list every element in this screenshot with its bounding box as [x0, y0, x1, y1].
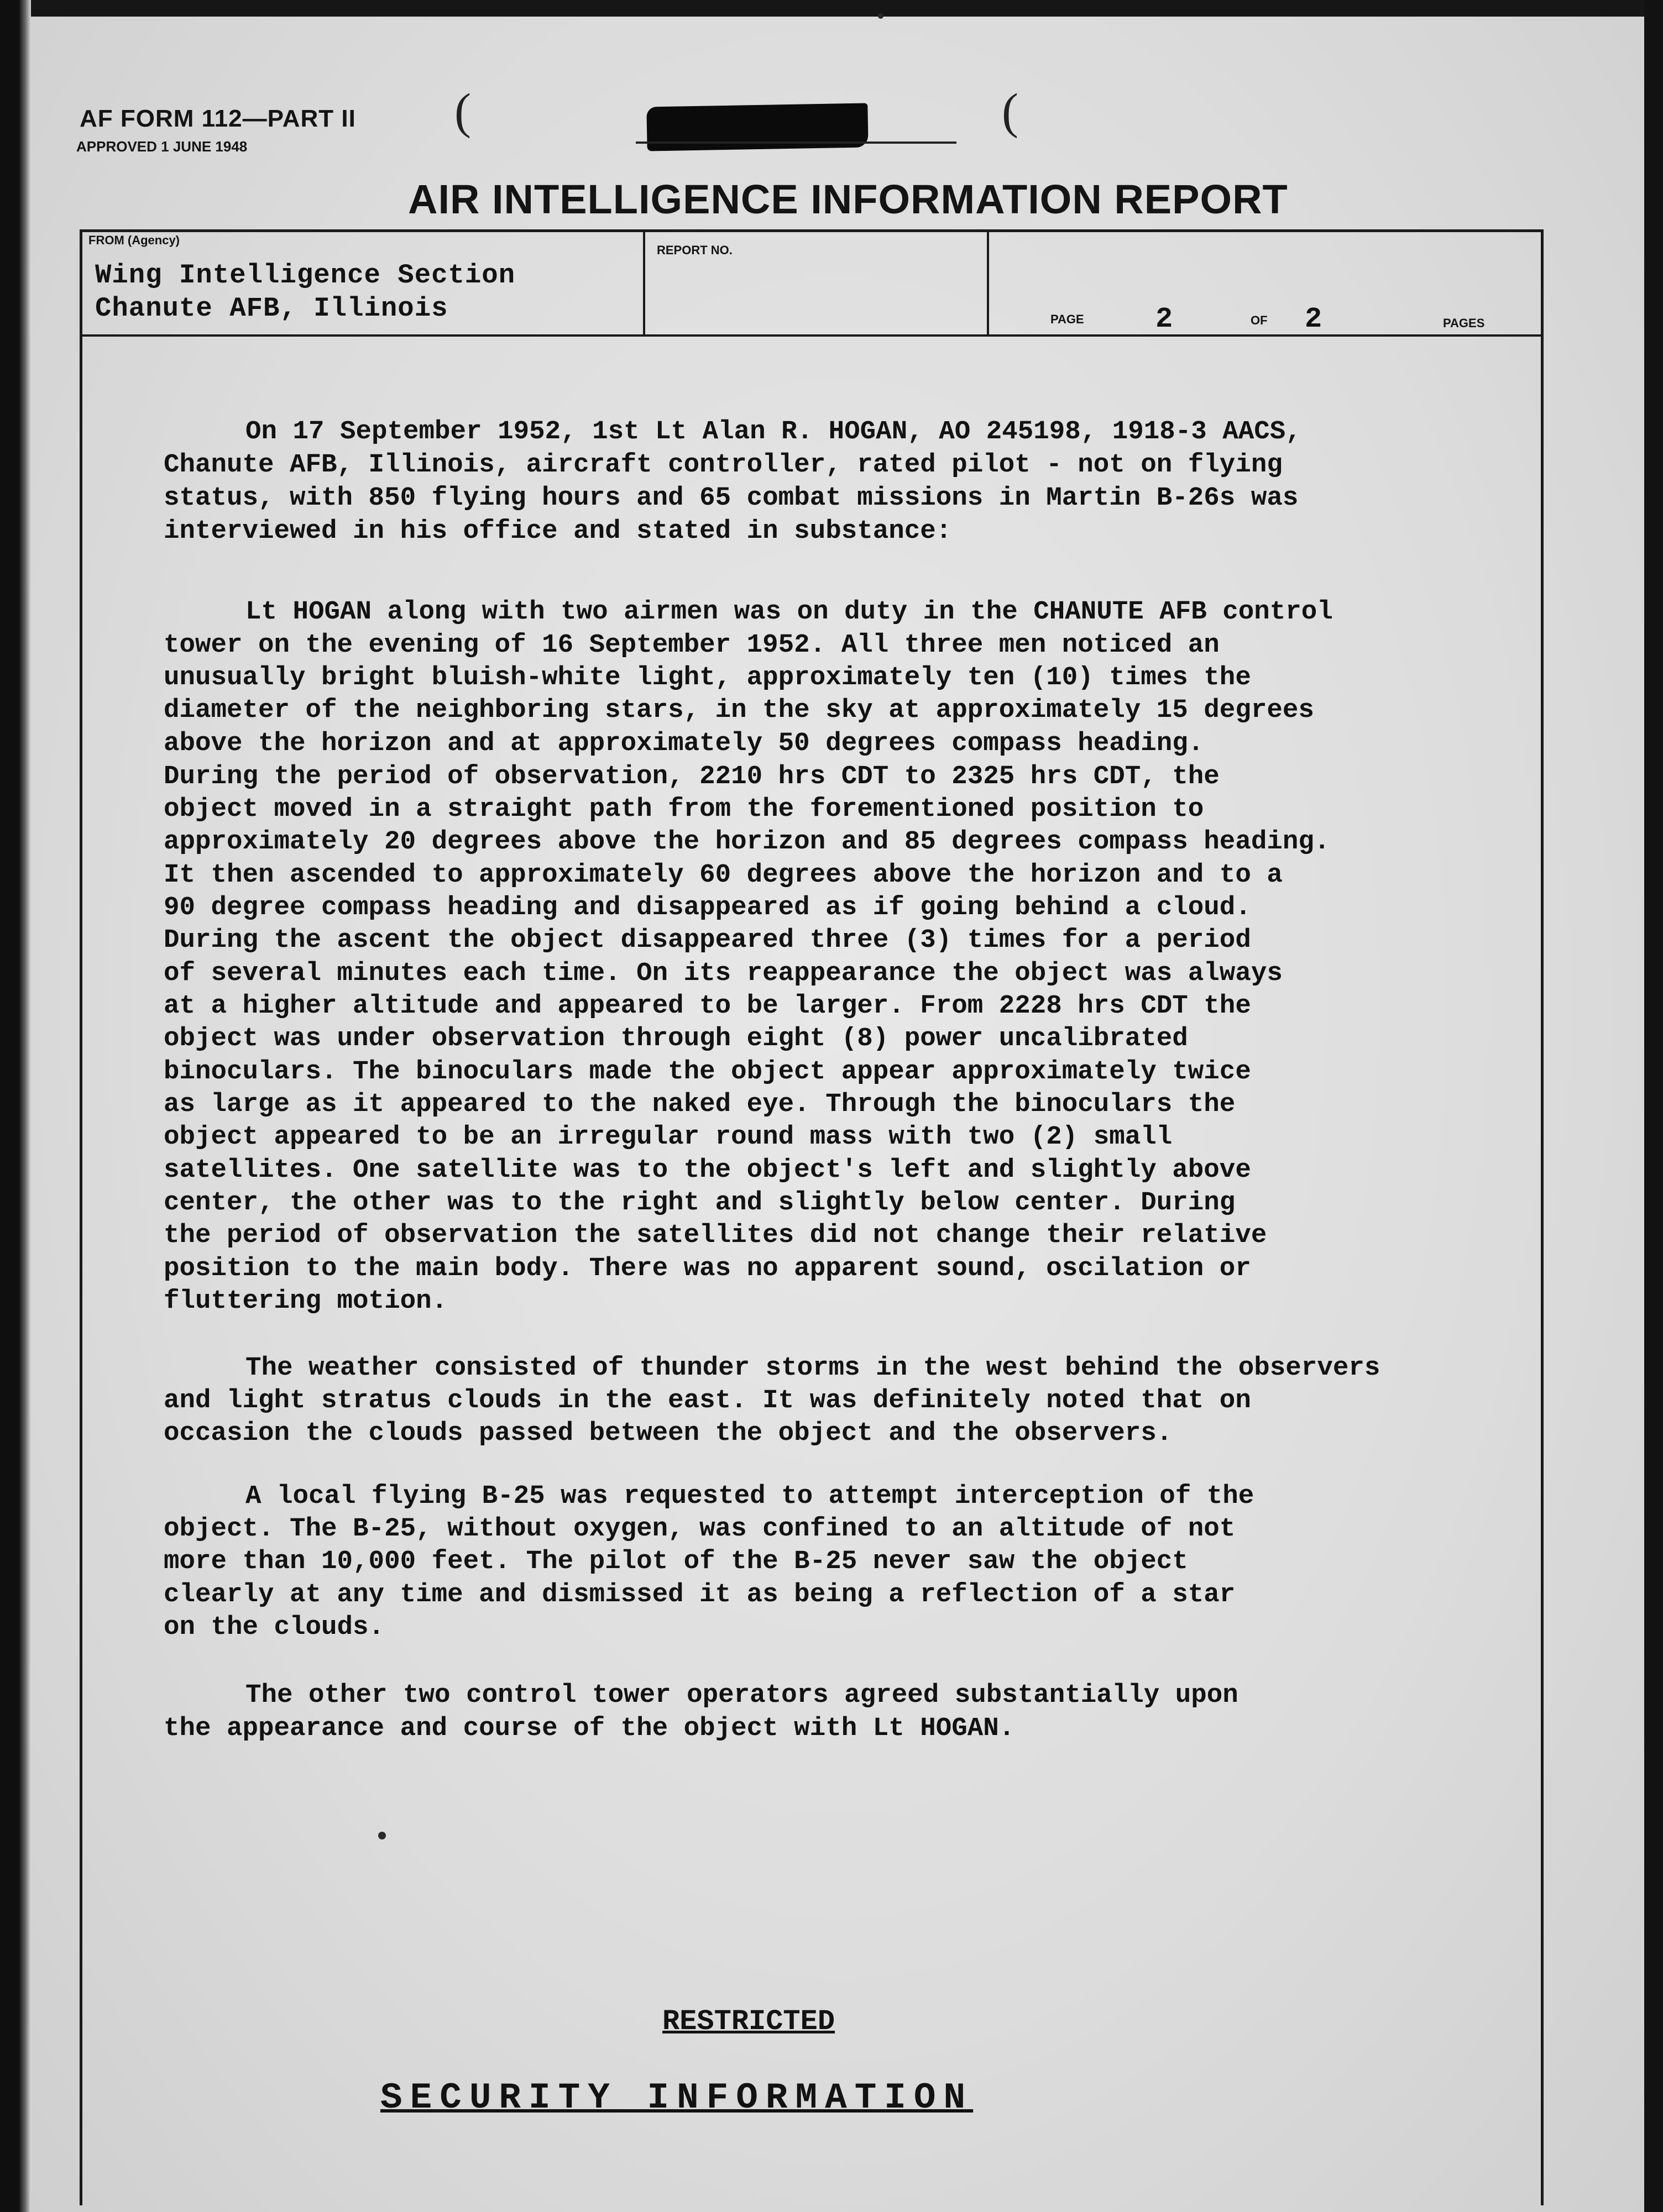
- body-line: It then ascended to approximately 60 degrees above the horizon and to a: [164, 860, 1283, 890]
- of-label: OF: [1251, 313, 1268, 327]
- body-line: status, with 850 flying hours and 65 combat missions in Martin B-26s was: [164, 483, 1299, 513]
- body-line: more than 10,000 feet. The pilot of the B-25 never saw the object: [164, 1547, 1188, 1576]
- ink-speck: [378, 1832, 386, 1839]
- body-line: on the clouds.: [164, 1612, 385, 1642]
- scan-border-top: [0, 0, 1663, 17]
- pages-label: PAGES: [1443, 316, 1485, 330]
- redaction-mark: [646, 103, 868, 151]
- from-agency-label: FROM (Agency): [88, 233, 180, 247]
- body-line: Lt HOGAN along with two airmen was on duty in the CHANUTE AFB control: [245, 597, 1333, 627]
- body-line: On 17 September 1952, 1st Lt Alan R. HOGAN, AO 245198, 1918-3 AACS,: [245, 417, 1301, 447]
- body-line: the period of observation the satellites did not change their relative: [164, 1220, 1267, 1250]
- body-line: During the period of observation, 2210 hrs CDT to 2325 hrs CDT, the: [164, 762, 1220, 792]
- form-number: AF FORM 112—PART II: [80, 105, 356, 132]
- body-line: During the ascent the object disappeared three (3) times for a period: [164, 925, 1251, 955]
- body-line: binoculars. The binoculars made the object appear approximately twice: [164, 1057, 1251, 1087]
- report-no-label: REPORT NO.: [657, 243, 733, 257]
- body-line: The weather consisted of thunder storms in the west behind the observers: [245, 1353, 1380, 1383]
- open-paren-mark: (: [454, 84, 471, 139]
- body-line: interviewed in his office and stated in substance:: [164, 516, 952, 546]
- body-line: above the horizon and at approximately 50 degrees compass heading.: [164, 728, 1204, 758]
- body-line: unusually bright bluish-white light, approximately ten (10) times the: [164, 663, 1251, 693]
- body-line: object. The B-25, without oxygen, was confined to an altitude of not: [164, 1514, 1236, 1544]
- body-line: the appearance and course of the object with Lt HOGAN.: [164, 1713, 1015, 1743]
- ink-speck: [878, 13, 883, 19]
- body-line: A local flying B-25 was requested to attempt interception of the: [245, 1481, 1254, 1511]
- body-line: object was under observation through eight (8) power uncalibrated: [164, 1024, 1188, 1053]
- from-agency-line: Chanute AFB, Illinois: [95, 293, 448, 324]
- body-line: and light stratus clouds in the east. It was definitely noted that on: [164, 1386, 1251, 1416]
- page-label: PAGE: [1050, 312, 1084, 326]
- header-row-divider: [80, 334, 1544, 337]
- open-paren-mark: (: [1002, 84, 1018, 139]
- body-line: at a higher altitude and appeared to be larger. From 2228 hrs CDT the: [164, 991, 1251, 1021]
- redaction-underline: [636, 141, 956, 144]
- body-line: occasion the clouds passed between the object and the observers.: [164, 1418, 1173, 1448]
- body-line: object appeared to be an irregular round mass with two (2) small: [164, 1122, 1173, 1152]
- body-line: diameter of the neighboring stars, in the sky at approximately 15 degrees: [164, 695, 1314, 725]
- body-line: approximately 20 degrees above the horizon and 85 degrees compass heading.: [164, 827, 1330, 857]
- restricted-marking: RESTRICTED: [662, 2005, 835, 2038]
- body-line: Chanute AFB, Illinois, aircraft controller, rated pilot - not on flying: [164, 450, 1283, 480]
- security-information-marking: SECURITY INFORMATION: [380, 2077, 974, 2119]
- body-line: object moved in a straight path from the forementioned position to: [164, 794, 1204, 824]
- report-title: AIR INTELLIGENCE INFORMATION REPORT: [408, 176, 1288, 222]
- body-line: 90 degree compass heading and disappeared as if going behind a cloud.: [164, 893, 1251, 922]
- scan-border-left: [0, 0, 31, 2212]
- from-agency-line: Wing Intelligence Section: [95, 260, 516, 291]
- body-line: of several minutes each time. On its reappearance the object was always: [164, 958, 1283, 988]
- report-no-box-divider: [987, 229, 989, 336]
- from-box-divider: [643, 229, 645, 336]
- body-line: center, the other was to the right and slightly below center. During: [164, 1188, 1236, 1218]
- scan-border-right: [1644, 0, 1663, 2212]
- page-total: 2: [1305, 303, 1322, 336]
- body-line: tower on the evening of 16 September 1952. All three men noticed an: [164, 630, 1220, 660]
- page-number: 2: [1155, 303, 1173, 336]
- body-line: The other two control tower operators agreed substantially upon: [245, 1680, 1238, 1710]
- body-line: satellites. One satellite was to the object's left and slightly above: [164, 1155, 1251, 1185]
- body-line: clearly at any time and dismissed it as being a reflection of a star: [164, 1580, 1236, 1610]
- form-approval-date: APPROVED 1 JUNE 1948: [76, 138, 248, 155]
- body-line: fluttering motion.: [164, 1286, 448, 1316]
- body-line: position to the main body. There was no apparent sound, oscilation or: [164, 1254, 1251, 1283]
- body-line: as large as it appeared to the naked eye. Through the binoculars the: [164, 1089, 1236, 1119]
